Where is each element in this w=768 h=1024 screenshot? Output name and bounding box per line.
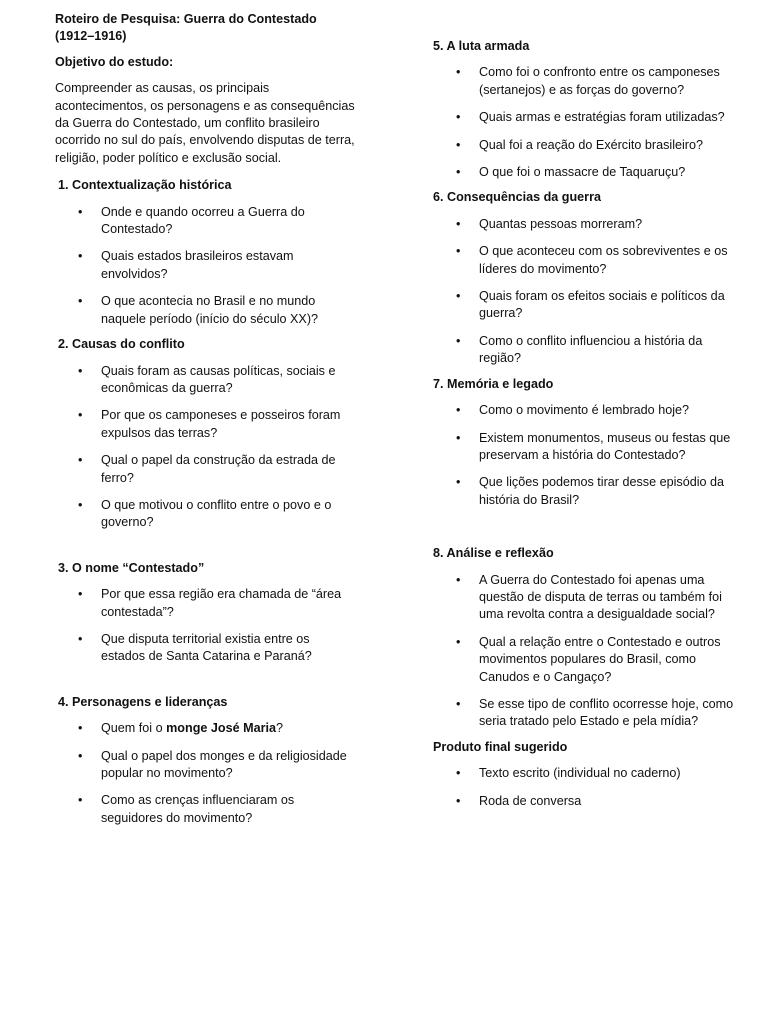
list-item [55,720,355,737]
question-text: Onde e quando ocorreu a Guerra do Contestado? [101,204,305,237]
list-item [55,586,355,621]
list-item [55,248,355,283]
bullet-icon: • [78,748,83,763]
bullet-icon: • [456,475,461,490]
question-text: Como o conflito influenciou a história da região? [479,333,703,366]
list-item [433,109,738,126]
question-text: Como o movimento é lembrado hoje? [479,403,690,418]
question-list [433,64,738,181]
deliverable-list [433,765,738,810]
section-heading: 8. Análise e reflexão [433,546,554,561]
question-list [55,586,355,666]
question-text: O que acontecia no Brasil e no mundo naquele período (início do século XX)? [101,294,319,326]
bullet-icon: • [456,165,461,180]
section-memoria [433,376,738,509]
question-text: O que aconteceu com os sobreviventes e os líderes do movimento? [479,244,728,276]
list-item [55,452,355,487]
bullet-icon: • [78,497,83,512]
list-item [433,164,738,181]
list-item [55,631,355,666]
section-heading: 6. Consequências da guerra [433,190,601,205]
list-item [433,696,738,731]
objective-label: Objetivo do estudo: [55,54,174,69]
bullet-icon: • [456,766,461,781]
list-item [433,288,738,323]
section-produto-final [433,739,738,810]
bullet-icon: • [456,430,461,445]
section-nome-contestado [55,560,355,666]
highlighted-name: monge José Maria [166,721,276,736]
question-text: Quais estados brasileiros estavam envolvidos? [101,249,294,281]
question-text: Como as crenças influenciaram os seguidores do movimento? [101,793,295,825]
section-heading: 2. Causas do conflito [58,337,185,352]
question-text: Quais armas e estratégias foram utilizadas? [479,110,725,125]
bullet-icon: • [456,216,461,231]
bullet-icon: • [456,289,461,304]
bullet-icon: • [456,403,461,418]
question-text: O que motivou o conflito entre o povo e o governo? [101,497,332,530]
question-list [433,216,738,368]
bullet-icon: • [456,634,461,649]
question-text: Quais foram as causas políticas, sociais e econômicas da guerra? [101,363,336,395]
bullet-icon: • [456,696,461,711]
question-text: Quais foram os efeitos sociais e políticos da guerra? [479,289,725,321]
bullet-icon: • [78,631,83,646]
list-item [433,474,738,509]
list-item [55,363,355,398]
bullet-icon: • [78,249,83,264]
section-heading: 7. Memória e legado [433,376,554,391]
list-item [433,430,738,465]
question-list [433,572,738,731]
deliverable-text: Texto escrito (individual no caderno) [479,766,681,781]
section-heading: 4. Personagens e lideranças [58,694,228,709]
section-luta-armada [433,38,738,181]
question-text: Qual o papel da construção da estrada de ferro? [101,453,336,485]
bullet-icon: • [456,572,461,587]
question-text: Como foi o confronto entre os camponeses (sertanejos) e as forças do governo? [479,65,720,97]
question-text: Que disputa territorial existia entre os estados de Santa Catarina e Paraná? [101,631,312,664]
list-item [433,793,738,810]
section-heading: 3. O nome “Contestado” [58,560,205,575]
bullet-icon: • [456,333,461,348]
bullet-icon: • [456,244,461,259]
list-item [55,293,355,328]
bullet-icon: • [78,204,83,219]
section-heading: 5. A luta armada [433,39,530,53]
section-personagens [55,694,355,827]
list-item [433,402,738,419]
question-list [55,204,355,328]
section-analise [433,545,738,731]
bullet-icon: • [78,587,83,602]
section-heading: Produto final sugerido [433,739,568,754]
bullet-icon: • [456,110,461,125]
question-text: Se esse tipo de conflito ocorresse hoje, como seria tratado pelo Estado e pela mídia? [479,696,734,729]
list-item [55,497,355,532]
question-text: Por que essa região era chamada de “área contestada”? [101,587,342,619]
bullet-icon: • [78,294,83,309]
bullet-icon: • [78,408,83,423]
section-consequencias [433,189,738,367]
bullet-icon: • [78,453,83,468]
question-list [433,402,738,509]
bullet-icon: • [78,363,83,378]
list-item [433,64,738,99]
objective-text: Compreender as causas, os principais acontecimentos, os personagens e as consequências da Guerra do Contestado, um conflito brasileiro ocorrido no sul do país, envolvendo disputas de terra, religião, poder político e exclusão social. [55,81,355,165]
list-item [433,634,738,686]
question-text: Quantas pessoas morreram? [479,216,643,231]
bullet-icon: • [78,793,83,808]
bullet-icon: • [456,793,461,808]
question-text: Qual o papel dos monges e da religiosidade popular no movimento? [101,748,347,780]
question-text: Que lições podemos tirar desse episódio da história do Brasil? [479,475,725,507]
document-title: Roteiro de Pesquisa: Guerra do Contestado (1912–1916) [55,12,317,44]
question-text: Qual foi a reação do Exército brasileiro? [479,137,704,152]
deliverable-text: Roda de conversa [479,793,582,808]
list-item [433,216,738,233]
bullet-icon: • [456,65,461,80]
question-list [55,363,355,532]
list-item [55,792,355,827]
question-text: Existem monumentos, museus ou festas que preservam a história do Contestado? [479,430,731,462]
section-causas [55,336,355,532]
bullet-icon: • [456,137,461,152]
list-item [433,572,738,624]
list-item [433,333,738,368]
list-item [433,243,738,278]
question-text: A Guerra do Contestado foi apenas uma questão de disputa de terras ou também foi uma revolta contra a desigualdade social? [479,572,722,622]
section-contextualizacao [55,177,355,328]
section-heading: 1. Contextualização histórica [58,178,232,193]
right-column [433,38,738,820]
question-text: Por que os camponeses e posseiros foram expulsos das terras? [101,408,341,440]
list-item [55,204,355,239]
bullet-icon: • [78,721,83,736]
question-mark: ? [276,721,284,736]
list-item [433,137,738,154]
list-item [433,765,738,782]
question-text: Quem foi o [101,721,163,736]
left-column [55,11,355,837]
question-list [55,720,355,827]
list-item [55,748,355,783]
question-text: O que foi o massacre de Taquaruçu? [479,165,686,180]
question-text: Qual a relação entre o Contestado e outros movimentos populares do Brasil, como Canudos e o Cangaço? [479,634,721,684]
list-item [55,407,355,442]
